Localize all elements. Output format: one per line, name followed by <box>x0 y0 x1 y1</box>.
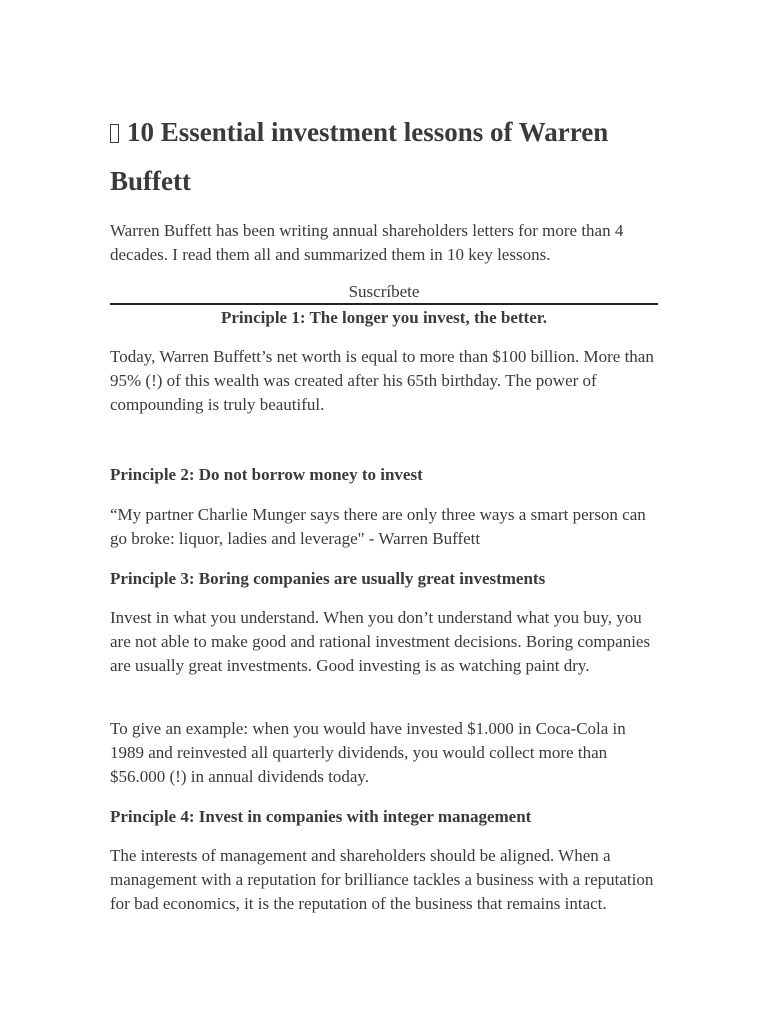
principle-2-heading: Principle 2: Do not borrow money to invest <box>110 465 423 484</box>
principle-4-paragraph: The interests of management and shareholders should be aligned. When a management with a reputation for brilliance tackles a business with a reputation for bad economics, it is the reputation of the business that remains intact. <box>110 846 654 913</box>
principle-2-paragraph: “My partner Charlie Munger says there are only three ways a smart person can go broke: liquor, ladies and leverage" - Warren Buffett <box>110 505 646 548</box>
article-title-text: 10 Essential investment lessons of Warren Buffett <box>110 117 609 196</box>
intro-paragraph: Warren Buffett has been writing annual shareholders letters for more than 4 decades. I read them all and summarized them in 10 key lessons. <box>110 221 624 264</box>
principle-1-heading: Principle 1: The longer you invest, the better. <box>221 308 547 327</box>
subscribe-link[interactable]: Suscríbete <box>348 282 420 301</box>
divider <box>110 303 658 305</box>
principle-4-heading: Principle 4: Invest in companies with integer management <box>110 807 532 826</box>
missing-glyph-icon <box>110 124 119 143</box>
principle-3-heading: Principle 3: Boring companies are usually great investments <box>110 569 546 588</box>
principle-3-paragraph-2: To give an example: when you would have invested $1.000 in Coca-Cola in 1989 and reinvested all quarterly dividends, you would collect more than $56.000 (!) in annual dividends today. <box>110 719 626 786</box>
principle-1-paragraph: Today, Warren Buffett’s net worth is equal to more than $100 billion. More than 95% (!) of this wealth was created after his 65th birthday. The power of compounding is truly beautiful. <box>110 347 654 414</box>
principle-3-paragraph-1: Invest in what you understand. When you don’t understand what you buy, you are not able to make good and rational investment decisions. Boring companies are usually great investments. Good investing is as watching paint dry. <box>110 608 651 675</box>
article-title <box>110 108 658 206</box>
